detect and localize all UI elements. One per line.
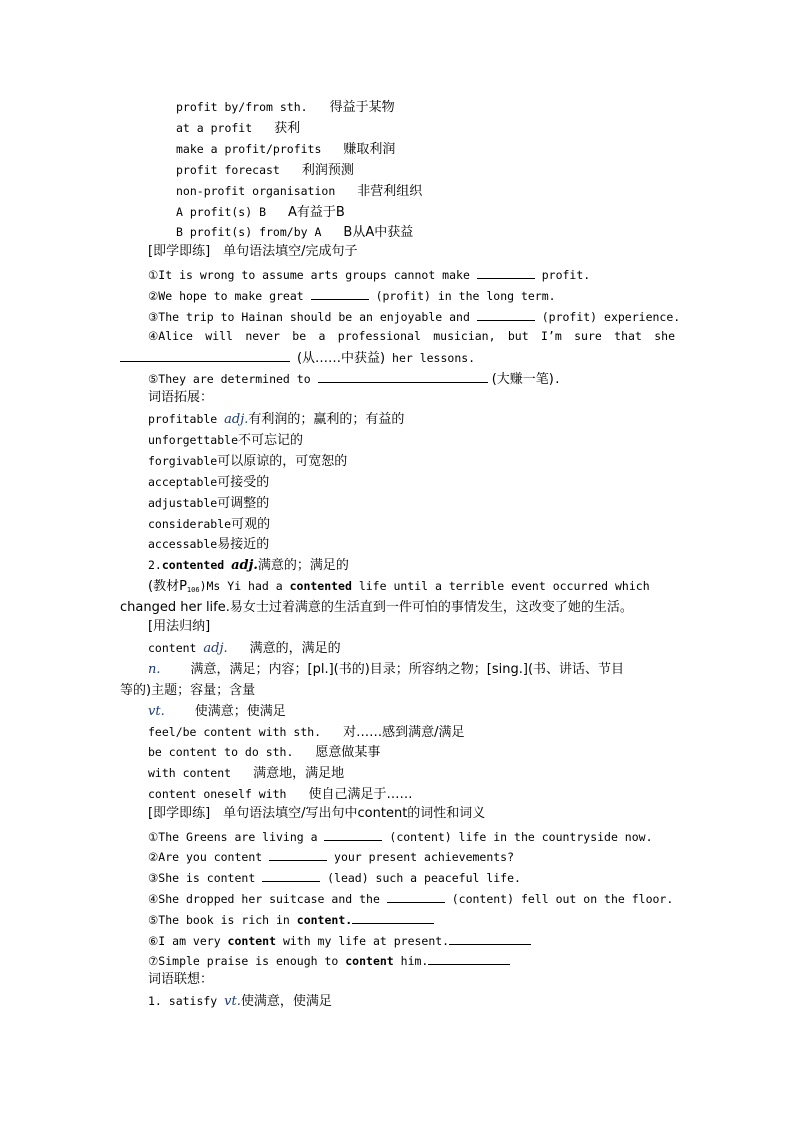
answer-blank[interactable] bbox=[387, 891, 445, 903]
exercise-item: ⑤The book is rich in content. bbox=[148, 912, 434, 927]
exercise-item: ④She dropped her suitcase and the (content) fell out on the floor. bbox=[148, 892, 674, 906]
answer-blank[interactable] bbox=[352, 912, 434, 924]
phrase-row: with content 满意地，满足地 bbox=[148, 766, 345, 781]
exercise-item: ①It is wrong to assume arts groups cannot make profit. bbox=[148, 268, 591, 282]
usage-heading: [用法归纳] bbox=[148, 619, 211, 634]
phrase-row: be content to do sth. 愿意做某事 bbox=[148, 745, 381, 760]
exercise-item: ⑤They are determined to (大赚一笔). bbox=[148, 372, 561, 387]
vocab-entry: acceptable可接受的 bbox=[148, 475, 270, 490]
vocab-entry: accessable易接近的 bbox=[148, 537, 270, 552]
vocab-entry: profitable adj.有利润的；赢利的；有益的 bbox=[148, 412, 405, 427]
exercise-item: ③The trip to Hainan should be an enjoyable and (profit) experience. bbox=[148, 310, 681, 324]
vocab-entry: adjustable可调整的 bbox=[148, 496, 270, 511]
answer-blank[interactable] bbox=[120, 350, 290, 362]
example-sentence: (教材$P_{106})Ms$ Yi had a contented life until a terrible event occurred which bbox=[148, 579, 650, 594]
phrase-row: feel/be content with sth. 对……感到满意/满足 bbox=[148, 725, 465, 740]
answer-blank[interactable] bbox=[269, 849, 327, 861]
answer-blank[interactable] bbox=[477, 309, 535, 321]
example-sentence-cont: changed her life.易女士过着满意的生活直到一件可怕的事情发生，这改变了她的生活。 bbox=[120, 600, 633, 615]
section-heading: 词语拓展： bbox=[148, 390, 214, 405]
phrase-row: make a profit/profits 赚取利润 bbox=[176, 142, 396, 157]
exercise-item: ⑥I am very content with my life at present. bbox=[148, 933, 531, 948]
answer-blank[interactable] bbox=[318, 371, 488, 383]
phrase-row: B profit(s) from/by A B从A中获益 bbox=[176, 225, 414, 240]
answer-blank[interactable] bbox=[428, 953, 510, 965]
answer-blank[interactable] bbox=[311, 288, 369, 300]
exercise-item: ③She is content (lead) such a peaceful life. bbox=[148, 871, 521, 885]
exercise-item-justified: ④Alice will never be a professional musician, but I’m sure that she bbox=[148, 329, 675, 343]
phrase-row: A profit(s) B A有益于B bbox=[176, 205, 345, 220]
answer-blank[interactable] bbox=[477, 267, 535, 279]
usage-entry: content adj. 满意的，满足的 bbox=[148, 641, 341, 656]
answer-blank[interactable] bbox=[324, 829, 382, 841]
phrase-row: content oneself with 使自己满足于…… bbox=[148, 787, 413, 802]
exercise-item: ②We hope to make great (profit) in the long term. bbox=[148, 289, 556, 303]
section-heading: 词语联想： bbox=[148, 972, 214, 987]
vocab-entry: unforgettable不可忘记的 bbox=[148, 433, 304, 448]
usage-entry-cont: 等的)主题；容量；含量 bbox=[120, 683, 256, 698]
answer-blank[interactable] bbox=[449, 933, 531, 945]
phrase-row: profit by/from sth. 得益于某物 bbox=[176, 100, 395, 115]
exercise-item-cont: (从……中获益) her lessons. bbox=[120, 350, 475, 366]
exercise-item: ⑦Simple praise is enough to content him. bbox=[148, 953, 510, 968]
usage-entry: vt. 使满意；使满足 bbox=[148, 704, 286, 719]
phrase-row: at a profit 获利 bbox=[176, 121, 301, 136]
practice-heading: [即学即练] 单句语法填空/完成句子 bbox=[148, 244, 358, 259]
headword-entry: 2.contented adj.满意的；满足的 bbox=[148, 558, 349, 573]
answer-blank[interactable] bbox=[262, 870, 320, 882]
exercise-item: ②Are you content your present achievements? bbox=[148, 850, 515, 864]
vocab-entry: 1. satisfy vt.使满意，使满足 bbox=[148, 994, 332, 1009]
practice-heading: [即学即练] 单句语法填空/写出句中content的词性和词义 bbox=[148, 806, 486, 821]
phrase-row: profit forecast 利润预测 bbox=[176, 163, 354, 178]
vocab-entry: forgivable可以原谅的，可宽恕的 bbox=[148, 454, 348, 469]
vocab-entry: considerable可观的 bbox=[148, 517, 271, 532]
exercise-item: ①The Greens are living a (content) life in the countryside now. bbox=[148, 830, 653, 844]
phrase-row: non-profit organisation 非营利组织 bbox=[176, 184, 423, 199]
usage-entry: n. 满意，满足；内容；[pl.](书的)目录；所容纳之物；[sing.](书、讲话、节目 bbox=[148, 662, 625, 677]
